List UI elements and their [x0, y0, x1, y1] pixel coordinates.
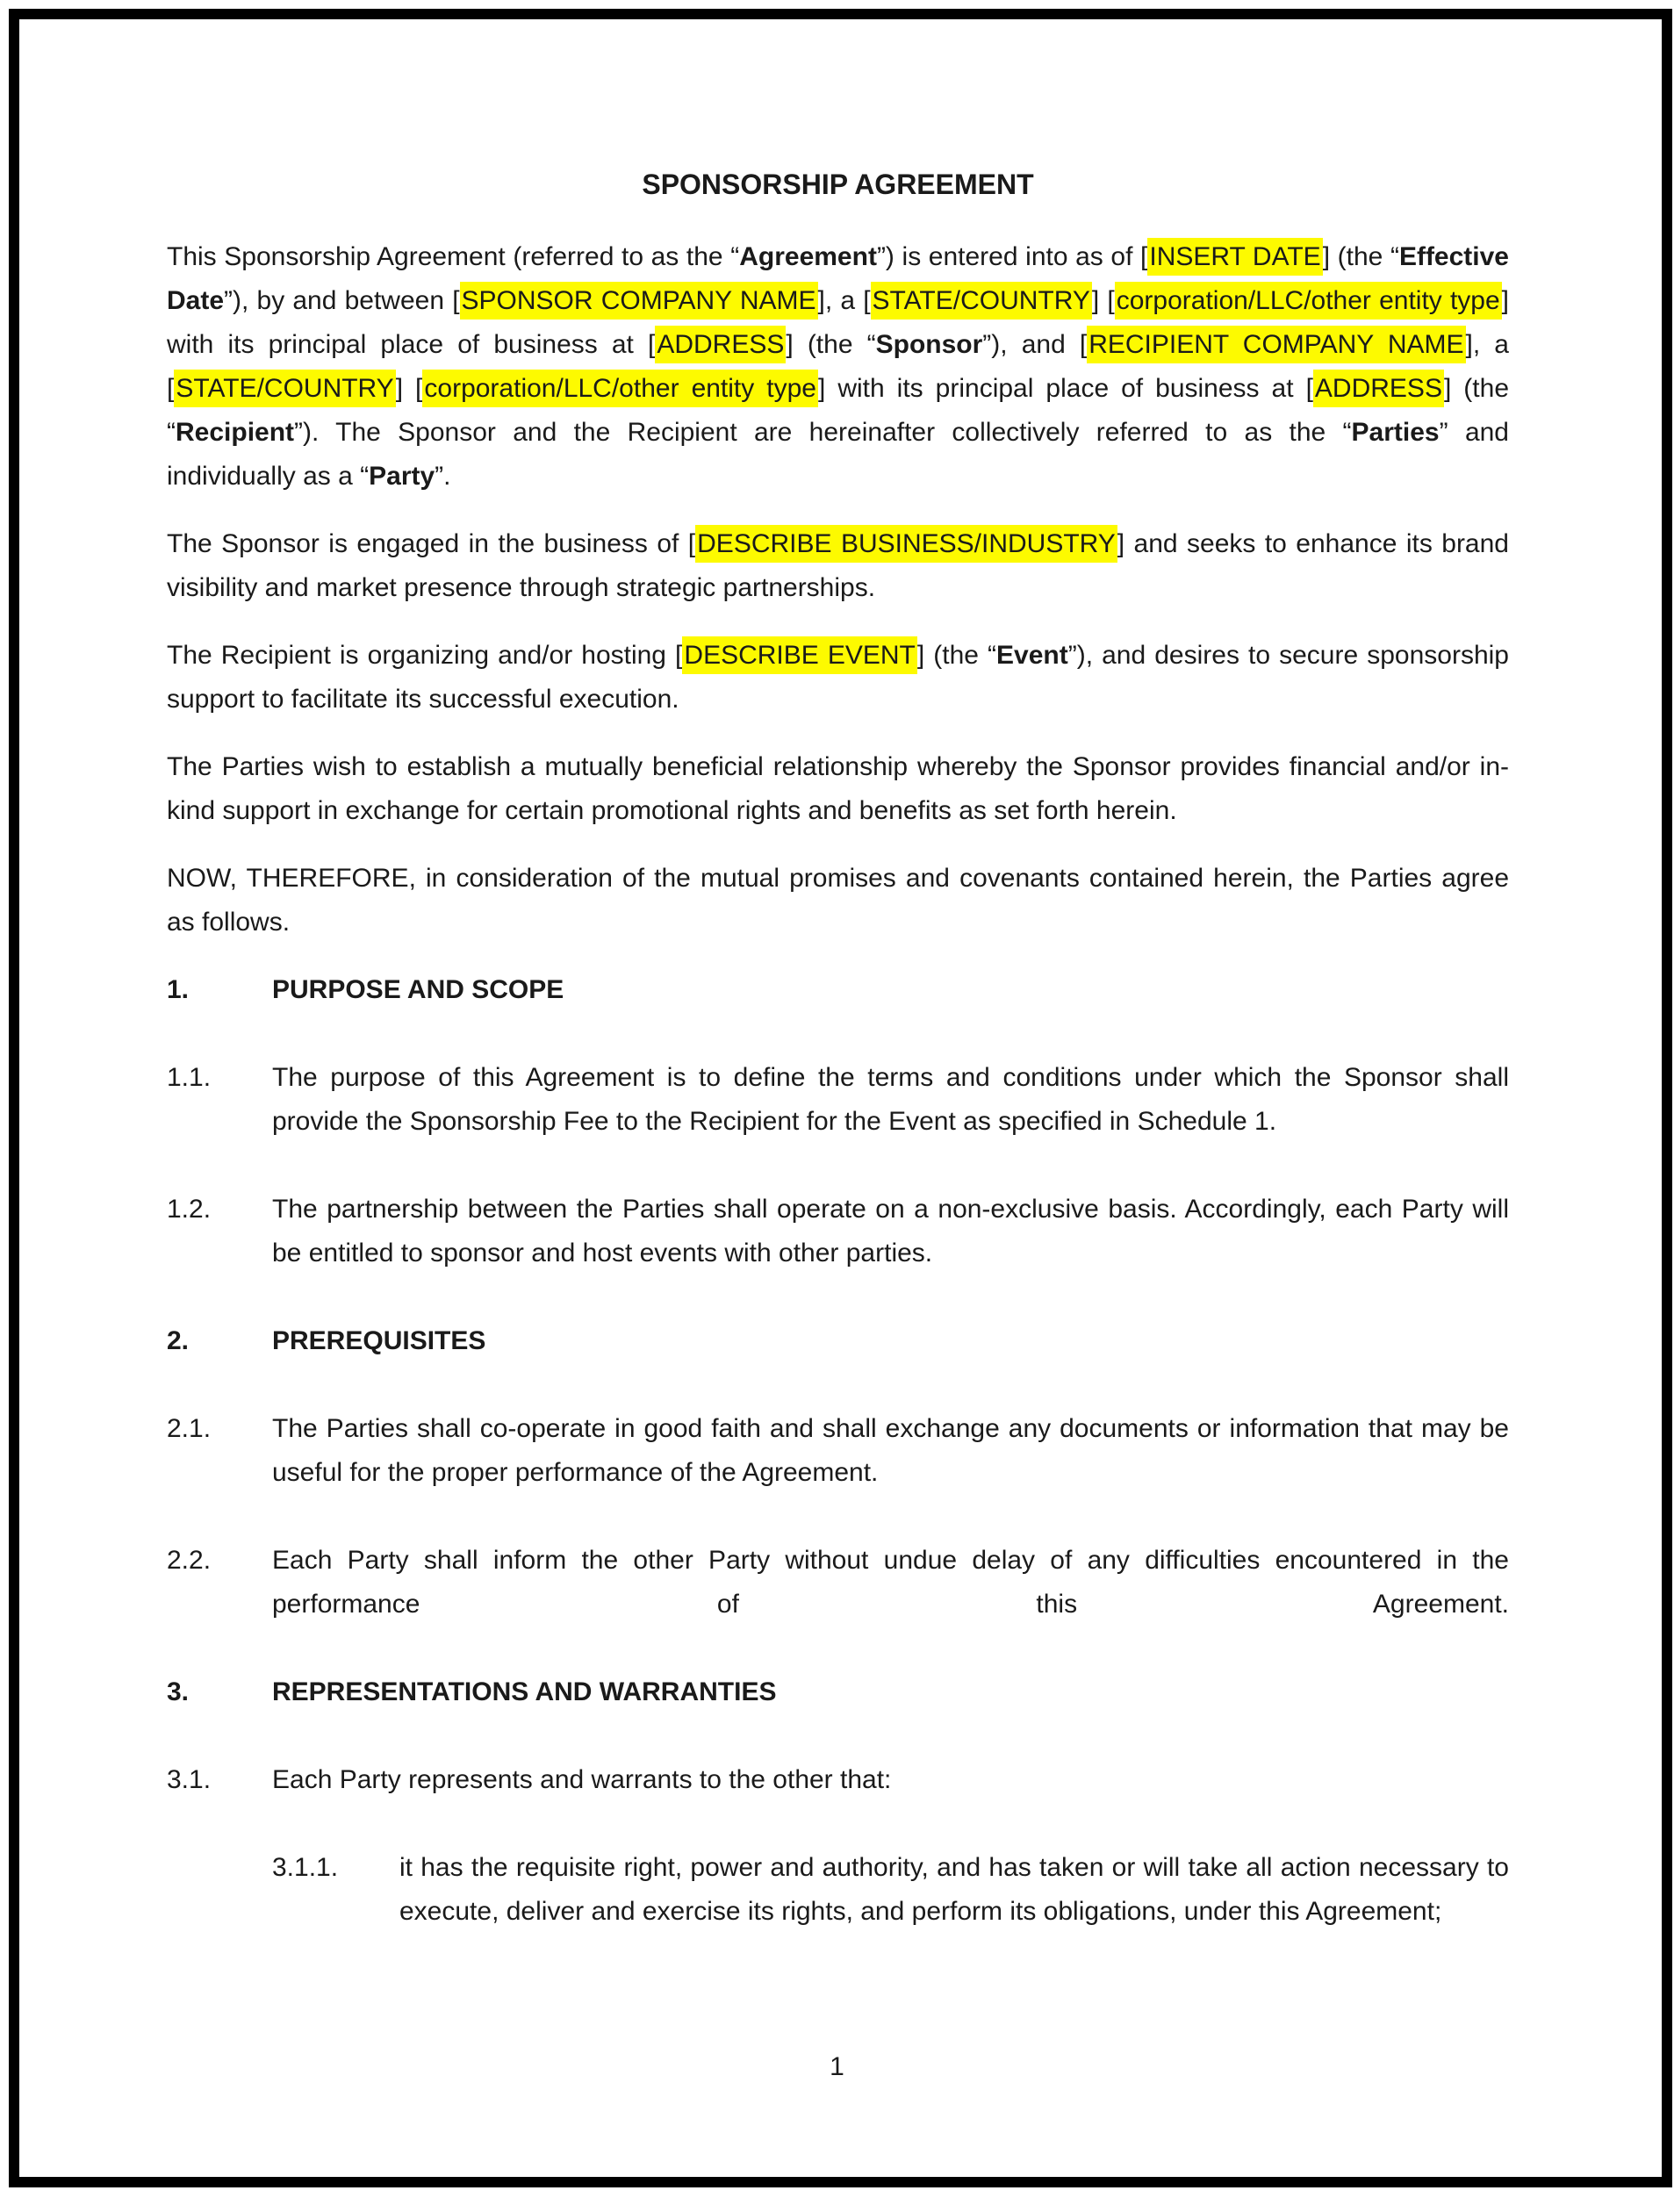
text-run: The Sponsor is engaged in the business of [	[167, 529, 696, 558]
now-therefore-paragraph	[167, 857, 1509, 944]
clause-text	[399, 1846, 1509, 1934]
text-run: ” and individually as a “	[167, 418, 1509, 491]
document-title: SPONSORSHIP AGREEMENT	[642, 169, 1034, 200]
text-run: ], a [	[167, 330, 1509, 403]
placeholder-highlight: STATE/COUNTRY	[871, 282, 1092, 320]
placeholder-highlight: corporation/LLC/other entity type	[422, 370, 818, 407]
text-run: Each Party represents and warrants to the other that:	[272, 1765, 892, 1794]
clause-3-1-1	[272, 1846, 1509, 1934]
clause-number: 1.2.	[167, 1195, 212, 1224]
section-heading-2	[167, 1319, 1509, 1363]
intro-paragraph	[167, 235, 1509, 499]
clause-number: 3.1.1.	[272, 1853, 339, 1882]
clause-number: 3.	[167, 1677, 190, 1706]
text-run: ] (the “	[916, 641, 997, 670]
placeholder-highlight: ADDRESS	[1313, 370, 1444, 407]
recipient-background-paragraph	[167, 634, 1509, 722]
text-run: ”.	[435, 462, 451, 491]
text-run: The partnership between the Parties shall operate on a non-exclusive basis. Accordingly, each Party will be entitled to sponsor and host events with other parties.	[272, 1195, 1509, 1268]
section-heading-label: REPRESENTATIONS AND WARRANTIES	[272, 1677, 777, 1706]
clause-1-2	[167, 1188, 1509, 1275]
text-run: This Sponsorship Agreement (referred to as the “	[167, 242, 740, 271]
text-run: ], a [	[817, 286, 871, 315]
text-run: ”) is entered into as of [	[876, 242, 1148, 271]
clause-3-1	[167, 1758, 1509, 1802]
section-heading-3	[167, 1670, 1509, 1714]
text-run: ] with its principal place of business at [	[817, 374, 1313, 403]
text-run: ] (the “	[167, 374, 1510, 447]
text-run: ] with its principal place of business at [	[167, 286, 1509, 359]
clause-number: 1.	[167, 975, 190, 1004]
placeholder-highlight: corporation/LLC/other entity type	[1115, 282, 1502, 320]
text-run: ”), and desires to secure sponsorship support to facilitate its successful execution.	[167, 641, 1509, 714]
section-heading-label: PURPOSE AND SCOPE	[272, 975, 564, 1004]
text-run: ] [	[1091, 286, 1115, 315]
text-run: ] and seeks to enhance its brand visibility and market presence through strategic partnerships.	[167, 529, 1509, 602]
text-run: ”), by and between [	[224, 286, 460, 315]
placeholder-highlight: DESCRIBE BUSINESS/INDUSTRY	[695, 525, 1117, 563]
text-run: The purpose of this Agreement is to define the terms and conditions under which the Sponsor shall provide the Sponsorship Fee to the Recipient for the Event as specified in Schedule 1.	[272, 1063, 1509, 1136]
defined-term: Party	[369, 462, 435, 491]
placeholder-highlight: ADDRESS	[655, 326, 786, 363]
text-run: it has the requisite right, power and authority, and has taken or will take all action necessary to execute, deliver and exercise its rights, and perform its obligations, under this Agreement;	[399, 1853, 1509, 1926]
clause-text	[272, 1188, 1509, 1275]
clause-text	[272, 1407, 1509, 1495]
clause-number: 2.	[167, 1326, 190, 1355]
clause-2-2	[167, 1539, 1509, 1627]
placeholder-highlight: RECIPIENT COMPANY NAME	[1087, 326, 1465, 363]
defined-term: Sponsor	[875, 330, 983, 359]
clause-number: 1.1.	[167, 1063, 212, 1092]
text-run: The Recipient is organizing and/or hosting [	[167, 641, 683, 670]
defined-term: Recipient	[176, 418, 295, 447]
page-number: 1	[830, 2052, 844, 2081]
text-run: Each Party shall inform the other Party without undue delay of any difficulties encountered in the performance of this Agreement.	[272, 1546, 1509, 1619]
clause-text	[272, 1056, 1509, 1144]
document-content	[167, 165, 1509, 1978]
clause-number: 2.2.	[167, 1546, 212, 1575]
placeholder-highlight: SPONSOR COMPANY NAME	[460, 282, 818, 320]
text-run: ] [	[395, 374, 423, 403]
section-heading-1	[167, 968, 1509, 1012]
text-run: The Parties wish to establish a mutually beneficial relationship whereby the Sponsor provides financial and/or in-kind support in exchange for certain promotional rights and benefits as set forth herein.	[167, 752, 1509, 825]
document-body	[167, 235, 1509, 1934]
text-run: NOW, THEREFORE, in consideration of the mutual promises and covenants contained herein, the Parties agree as follows.	[167, 864, 1509, 937]
clause-1-1	[167, 1056, 1509, 1144]
placeholder-highlight: STATE/COUNTRY	[174, 370, 395, 407]
section-heading-label: PREREQUISITES	[272, 1326, 486, 1355]
placeholder-highlight: INSERT DATE	[1147, 238, 1322, 276]
text-run: The Parties shall co-operate in good faith and shall exchange any documents or information that may be useful for the proper performance of the Agreement.	[272, 1414, 1509, 1487]
clause-number: 3.1.	[167, 1765, 212, 1794]
clause-2-1	[167, 1407, 1509, 1495]
defined-term: Event	[996, 641, 1068, 670]
text-run: ”), and [	[982, 330, 1088, 359]
defined-term: Effective Date	[167, 242, 1509, 315]
text-run: ] (the “	[1322, 242, 1399, 271]
clause-number: 2.1.	[167, 1414, 212, 1443]
text-run: ”). The Sponsor and the Recipient are hereinafter collectively referred to as the “	[294, 418, 1352, 447]
relationship-paragraph	[167, 745, 1509, 833]
placeholder-highlight: DESCRIBE EVENT	[682, 636, 916, 674]
text-run: ] (the “	[786, 330, 876, 359]
defined-term: Agreement	[739, 242, 877, 271]
clause-text	[272, 1758, 1509, 1802]
defined-term: Parties	[1351, 418, 1440, 447]
sponsor-background-paragraph	[167, 522, 1509, 610]
clause-text	[272, 1539, 1509, 1627]
